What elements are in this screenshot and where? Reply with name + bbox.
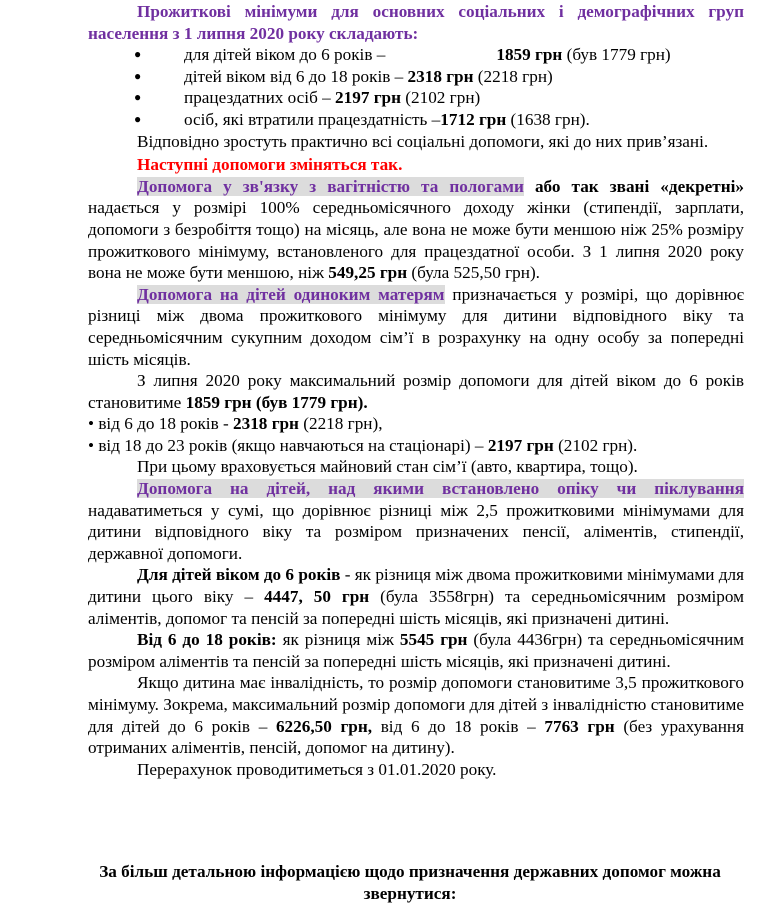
guardianship-title: Допомога на дітей, над якими встановлено опіку чи піклування xyxy=(137,479,744,499)
intro-heading: Прожиткові мінімуми для основних соціальних і демографічних груп населення з 1 липня 2020 року складають: xyxy=(88,2,744,43)
list-item: ● працездатних осіб – 2197 грн (2102 грн) xyxy=(134,88,481,108)
guardianship-paragraph: Допомога на дітей, над якими встановлено опіку чи піклування надаватиметься у сумі, що дорівнює різниці між 2,5 прожитковими мінімумами для дитини відповідного віку та розміром призначених пенсії, аліментів, стипендії, державної допомоги. xyxy=(88,479,744,563)
recalc-note: Перерахунок проводитиметься з 01.01.2020 року. xyxy=(137,759,497,779)
intro-note: Відповідно зростуть практично всі соціальні допомоги, які до них прив’язані. xyxy=(137,131,709,151)
maternity-paragraph: Допомога у зв'язку з вагітністю та пологами або так звані «декретні» надається у розмірі 100% середньомісячного доходу жінки (стипендії, зарплати, допомоги з безробіття тощо) на місяць, але вона не може бути меншою ніж 25% розміру прожиткового мінімуму, встановленого для працездатної особи. З 1 липня 2020 року вона не може бути меншою, ніж 549,25 грн (була 525,50 грн). xyxy=(88,176,744,283)
list-item: • від 18 до 23 років (якщо навчаються на стаціонарі) – 2197 грн (2102 грн). xyxy=(88,435,638,455)
bullet-icon: ● xyxy=(134,111,142,126)
guardianship-6to18: Від 6 до 18 років: як різниця між 5545 грн (була 4436грн) та середньомісячним розміром аліментів та пенсій за попередні шість місяців, які призначені дитині. xyxy=(88,630,745,671)
guardianship-under6: Для дітей віком до 6 років - як різниця між двома прожитковими мінімумами для дитини цього віку – 4447, 50 грн (була 3558грн) та середньомісячним розміром аліментів, допомог та пенсій за попередні шість місяців, які призначені дитині. xyxy=(88,565,745,628)
bullet-icon: ● xyxy=(134,47,142,62)
footer-contact-heading: За більш детальною інформацією щодо призначення державних допомог можна звернутися: xyxy=(99,862,721,903)
single-mothers-paragraph: Допомога на дітей одиноким матерям призначається у розмірі, що дорівнює різниці між двома прожиткового мінімуму для дитини відповідного віку та середньомісячним сукупним доходом сім’ї в розрахунку на одну особу за попередні шість місяців. xyxy=(88,284,744,369)
bullet-icon: ● xyxy=(134,90,142,105)
list-item: ● дітей віком від 6 до 18 років – 2318 грн (2218 грн) xyxy=(134,66,553,86)
bullet-icon: ● xyxy=(134,68,142,83)
maternity-title: Допомога у зв'язку з вагітністю та пологами xyxy=(137,176,524,196)
list-item: ● для дітей віком до 6 років – 1859 грн (був 1779 грн) xyxy=(134,45,671,65)
document-page xyxy=(88,0,744,780)
disability-paragraph: Якщо дитина має інвалідність, то розмір допомоги становитиме 3,5 прожиткового мінімуму. Зокрема, максимальний розмір допомоги для дітей з інвалідністю становитиме для дітей до 6 років – 6226,50 грн, від 6 до 18 років – 7763 грн (без урахування отриманих аліментів, пенсій, допомог на дитину). xyxy=(88,673,745,758)
single-mothers-amounts: З липня 2020 року максимальний розмір допомоги для дітей віком до 6 років становитиме 1859 грн (був 1779 грн). xyxy=(88,371,744,412)
list-item: ● осіб, які втратили працездатність –1712 грн (1638 грн). xyxy=(134,109,590,129)
single-mothers-title: Допомога на дітей одиноким матерям xyxy=(137,284,445,304)
list-item: • від 6 до 18 років - 2318 грн (2218 грн), xyxy=(88,414,383,434)
single-mothers-note: При цьому враховується майновий стан сім’ї (авто, квартира, тощо). xyxy=(137,457,638,477)
changes-heading: Наступні допомоги зміняться так. xyxy=(137,155,403,175)
